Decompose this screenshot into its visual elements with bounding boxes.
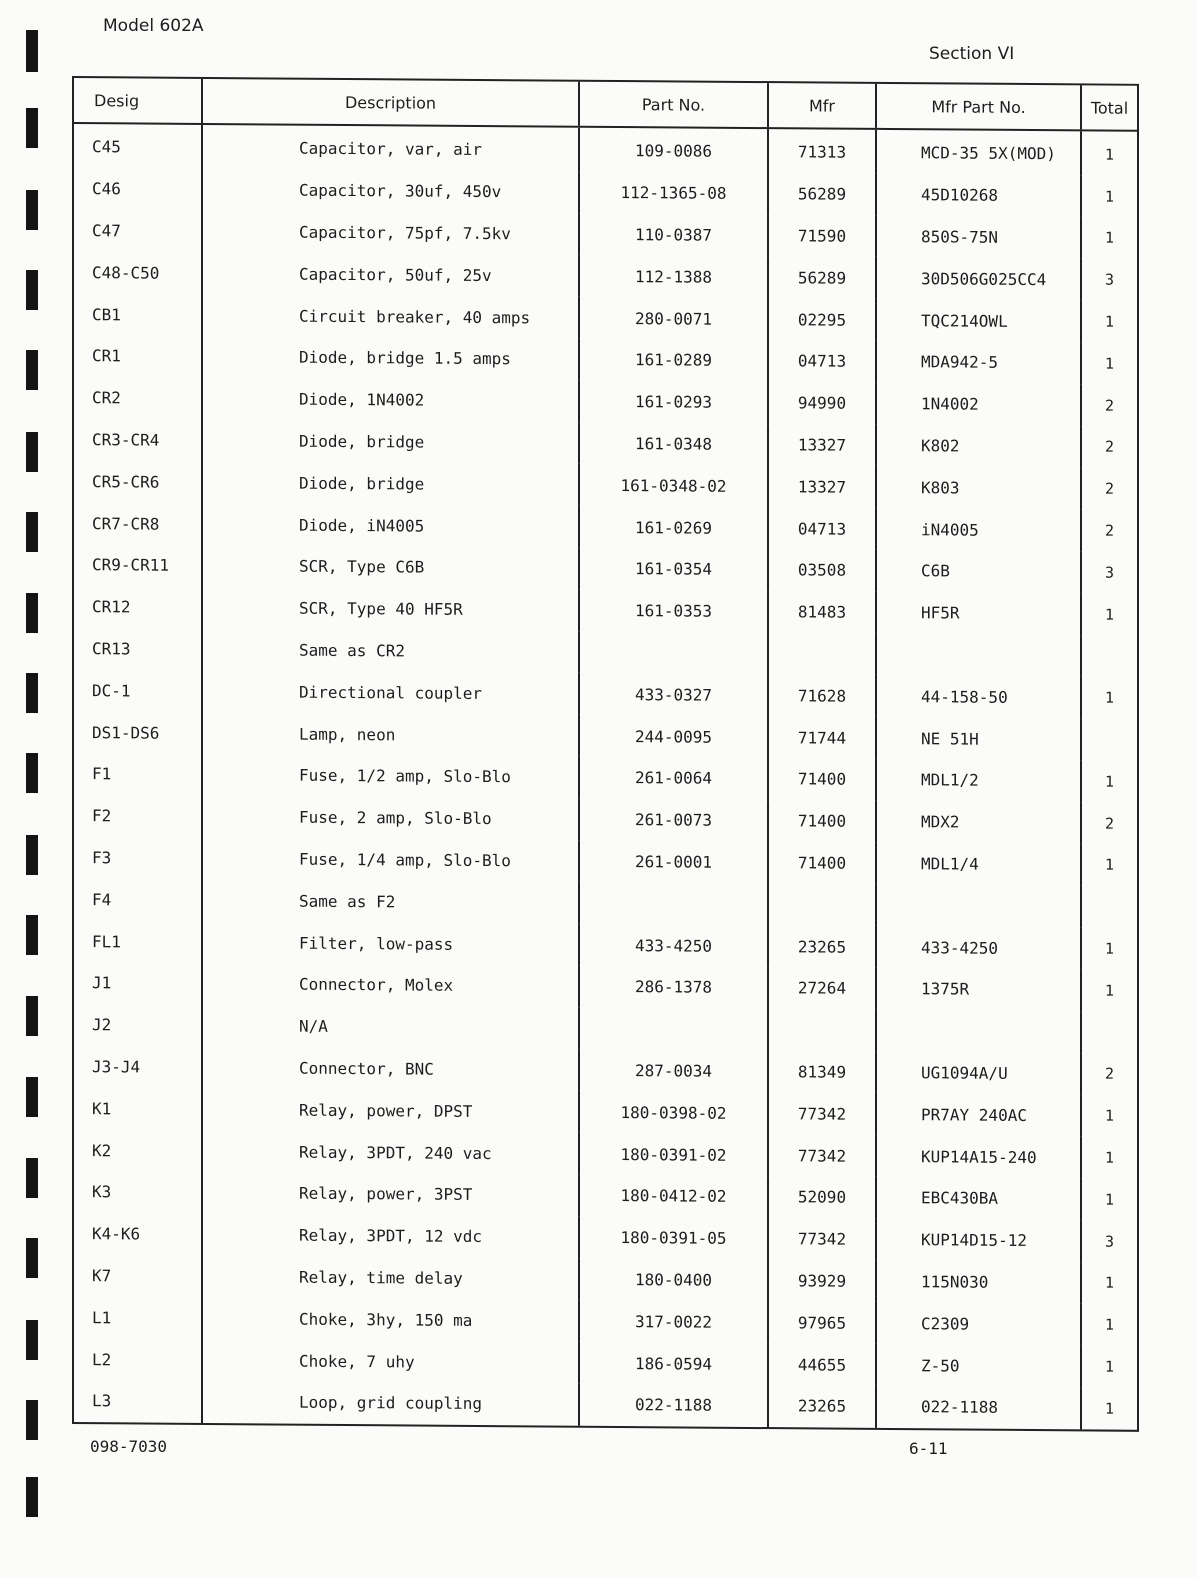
cell-description: Capacitor, 30uf, 450v [202, 169, 579, 214]
cell-mfr [768, 883, 876, 926]
binding-hole-mark [26, 190, 38, 230]
cell-total: 1 [1081, 217, 1137, 259]
cell-mfr-part-no: 433-4250 [876, 926, 1081, 969]
cell-total: 1 [1081, 928, 1137, 970]
cell-part-no: 261-0073 [579, 798, 768, 841]
cell-mfr: 13327 [768, 424, 876, 467]
cell-mfr-part-no: EBC430BA [876, 1177, 1081, 1220]
cell-total: 1 [1081, 301, 1137, 343]
cell-part-no: 433-4250 [579, 924, 768, 967]
cell-total: 2 [1081, 384, 1137, 426]
cell-mfr-part-no: MDL1/2 [876, 759, 1081, 802]
cell-description: Loop, grid coupling [202, 1381, 579, 1426]
cell-total: 2 [1081, 468, 1137, 510]
cell-description: Capacitor, 50uf, 25v [202, 252, 579, 297]
cell-description: Relay, 3PDT, 240 vac [202, 1130, 579, 1175]
cell-mfr: 04713 [768, 507, 876, 550]
cell-total: 1 [1081, 1178, 1137, 1220]
cell-desig: F4 [92, 889, 112, 910]
cell-part-no: 180-0400 [579, 1258, 768, 1301]
cell-mfr: 71744 [768, 716, 876, 759]
cell-desig: CR5-CR6 [92, 471, 160, 492]
col-header-total: Total [1081, 85, 1137, 130]
cell-description: Relay, power, DPST [202, 1088, 579, 1133]
binding-hole-mark [26, 593, 38, 633]
cell-description: Capacitor, 75pf, 7.5kv [202, 211, 579, 256]
cell-mfr: 94990 [768, 382, 876, 425]
document-number: 098-7030 [90, 1437, 168, 1456]
cell-total: 1 [1081, 1387, 1137, 1429]
cell-description: SCR, Type 40 HF5R [202, 587, 579, 632]
cell-total: 1 [1081, 677, 1137, 719]
cell-desig: L1 [92, 1307, 112, 1327]
cell-mfr [768, 1009, 876, 1052]
cell-total: 1 [1081, 342, 1137, 384]
binding-hole-mark [26, 432, 38, 472]
cell-description: Connector, Molex [202, 963, 579, 1008]
cell-desig: CR12 [92, 597, 131, 617]
cell-desig: CR1 [92, 346, 121, 366]
cell-part-no: 112-1388 [579, 255, 768, 298]
cell-part-no: 280-0071 [579, 297, 768, 340]
cell-mfr-part-no: 44-158-50 [876, 675, 1081, 718]
cell-desig: C45 [92, 137, 121, 157]
cell-mfr: 44655 [768, 1343, 876, 1386]
cell-description: Diode, 1N4002 [202, 378, 579, 423]
cell-part-no: 261-0001 [579, 840, 768, 883]
cell-mfr-part-no: 022-1188 [876, 1386, 1081, 1429]
cell-total: 1 [1081, 1262, 1137, 1304]
cell-part-no: 161-0348-02 [579, 464, 768, 507]
cell-mfr: 56289 [768, 256, 876, 299]
cell-total: 1 [1081, 760, 1137, 802]
cell-mfr: 71400 [768, 842, 876, 885]
binding-hole-mark [26, 915, 38, 955]
cell-description: N/A [202, 1005, 579, 1050]
parts-list-table [72, 76, 1139, 1432]
cell-mfr-part-no [876, 884, 1081, 927]
col-header-desig: Desig [74, 78, 202, 124]
cell-description: Diode, bridge [202, 461, 579, 506]
cell-description: Diode, bridge [202, 420, 579, 465]
cell-mfr-part-no: 1N4002 [876, 383, 1081, 426]
cell-total: 1 [1081, 1137, 1137, 1179]
binding-hole-mark [26, 996, 38, 1036]
cell-mfr-part-no: 1375R [876, 968, 1081, 1011]
binding-hole-mark [26, 673, 38, 713]
binding-hole-mark [26, 835, 38, 875]
cell-description: Fuse, 1/2 amp, Slo-Blo [202, 754, 579, 799]
cell-mfr-part-no [876, 1010, 1081, 1053]
cell-mfr-part-no: MDA942-5 [876, 341, 1081, 384]
cell-total: 3 [1081, 551, 1137, 593]
cell-description: Connector, BNC [202, 1046, 579, 1091]
cell-mfr: 23265 [768, 1385, 876, 1428]
cell-mfr-part-no: MDL1/4 [876, 842, 1081, 885]
cell-mfr-part-no: C2309 [876, 1302, 1081, 1345]
cell-part-no: 161-0269 [579, 506, 768, 549]
model-label: Model 602A [103, 16, 204, 36]
binding-hole-mark [26, 1077, 38, 1117]
cell-mfr-part-no: NE 51H [876, 717, 1081, 760]
cell-part-no: 287-0034 [579, 1049, 768, 1092]
binding-hole-mark [26, 1477, 38, 1517]
cell-mfr: 71400 [768, 758, 876, 801]
cell-desig: FL1 [92, 931, 121, 951]
binding-hole-mark [26, 512, 38, 552]
cell-description: Relay, 3PDT, 12 vdc [202, 1214, 579, 1259]
cell-part-no: 286-1378 [579, 966, 768, 1009]
binding-hole-mark [26, 30, 38, 72]
cell-total: 3 [1081, 259, 1137, 301]
cell-mfr-part-no: PR7AY 240AC [876, 1093, 1081, 1136]
cell-desig: C48-C50 [92, 262, 160, 283]
cell-mfr: 13327 [768, 465, 876, 508]
binding-hole-mark [26, 1400, 38, 1440]
cell-description: Circuit breaker, 40 amps [202, 294, 579, 339]
cell-part-no [579, 1007, 768, 1050]
cell-part-no: 180-0398-02 [579, 1091, 768, 1134]
cell-description: Relay, time delay [202, 1255, 579, 1300]
cell-description: Same as F2 [202, 879, 579, 924]
col-header-description: Description [202, 79, 579, 127]
cell-mfr: 04713 [768, 340, 876, 383]
cell-part-no: 161-0354 [579, 548, 768, 591]
page-number: 6-11 [909, 1439, 948, 1458]
cell-total: 2 [1081, 510, 1137, 552]
cell-desig: CB1 [92, 304, 121, 324]
cell-mfr: 71313 [768, 128, 876, 174]
cell-part-no: 161-0348 [579, 422, 768, 465]
cell-description: Directional coupler [202, 670, 579, 715]
cell-desig: DS1-DS6 [92, 722, 160, 743]
cell-desig: C46 [92, 179, 121, 199]
cell-part-no: 109-0086 [579, 127, 768, 173]
cell-mfr: 02295 [768, 298, 876, 341]
col-header-part-no: Part No. [579, 82, 768, 128]
cell-desig: DC-1 [92, 680, 131, 701]
cell-mfr-part-no: TQC214OWL [876, 299, 1081, 342]
cell-desig: J3-J4 [92, 1057, 141, 1077]
cell-mfr-part-no: MDX2 [876, 801, 1081, 844]
cell-description: Same as CR2 [202, 629, 579, 674]
col-header-mfr-part-no: Mfr Part No. [876, 84, 1081, 131]
cell-total: 2 [1081, 802, 1137, 844]
cell-total: 2 [1081, 426, 1137, 468]
binding-hole-mark [26, 1238, 38, 1278]
cell-mfr: 71628 [768, 674, 876, 717]
cell-desig: K4-K6 [92, 1224, 141, 1244]
cell-description: Choke, 3hy, 150 ma [202, 1297, 579, 1342]
cell-total: 1 [1081, 1346, 1137, 1388]
cell-desig: K1 [92, 1098, 112, 1119]
cell-mfr: 81349 [768, 1051, 876, 1094]
cell-part-no: 180-0391-05 [579, 1216, 768, 1259]
binding-hole-mark [26, 270, 38, 310]
section-label: Section VI [929, 44, 1015, 64]
cell-description: Fuse, 1/4 amp, Slo-Blo [202, 837, 579, 882]
cell-part-no [579, 631, 768, 674]
cell-total [1081, 886, 1137, 928]
table-header-row [74, 78, 1137, 131]
cell-desig: F1 [92, 764, 112, 784]
cell-mfr: 77342 [768, 1218, 876, 1261]
cell-mfr-part-no: HF5R [876, 592, 1081, 635]
cell-mfr: 56289 [768, 173, 876, 216]
cell-mfr: 71400 [768, 800, 876, 843]
binding-hole-mark [26, 350, 38, 390]
cell-mfr-part-no [876, 633, 1081, 676]
cell-mfr: 71590 [768, 215, 876, 258]
cell-desig: CR3-CR4 [92, 430, 160, 450]
cell-description: Relay, power, 3PST [202, 1172, 579, 1217]
cell-part-no: 433-0327 [579, 673, 768, 716]
cell-total: 1 [1081, 969, 1137, 1011]
cell-mfr: 23265 [768, 925, 876, 968]
cell-desig: K2 [92, 1140, 112, 1160]
cell-mfr-part-no: K803 [876, 466, 1081, 509]
cell-mfr-part-no: K802 [876, 424, 1081, 467]
cell-total: 1 [1081, 593, 1137, 635]
table-row [74, 123, 1137, 176]
cell-desig: CR7-CR8 [92, 513, 160, 534]
cell-part-no: 022-1188 [579, 1384, 768, 1427]
cell-total: 2 [1081, 1053, 1137, 1095]
cell-desig: CR9-CR11 [92, 555, 170, 576]
cell-part-no: 244-0095 [579, 715, 768, 758]
cell-part-no: 261-0064 [579, 757, 768, 800]
cell-desig: K3 [92, 1182, 112, 1202]
cell-desig: CR2 [92, 388, 121, 408]
cell-part-no: 317-0022 [579, 1300, 768, 1343]
cell-desig: J1 [92, 973, 112, 993]
cell-mfr: 03508 [768, 549, 876, 592]
cell-mfr: 77342 [768, 1134, 876, 1177]
cell-total: 1 [1081, 1304, 1137, 1346]
cell-mfr: 93929 [768, 1260, 876, 1303]
cell-mfr-part-no: 30D506G025CC4 [876, 257, 1081, 300]
cell-description: Capacitor, var, air [202, 124, 579, 172]
cell-mfr-part-no: MCD-35 5X(MOD) [876, 129, 1081, 175]
cell-description: SCR, Type C6B [202, 545, 579, 590]
binding-hole-mark [26, 1158, 38, 1198]
cell-desig: J2 [92, 1015, 112, 1035]
cell-mfr-part-no: 45D10268 [876, 174, 1081, 217]
cell-total: 3 [1081, 1220, 1137, 1262]
cell-mfr-part-no: UG1094A/U [876, 1051, 1081, 1094]
cell-mfr-part-no: KUP14A15-240 [876, 1135, 1081, 1178]
binding-hole-mark [26, 753, 38, 793]
cell-mfr: 81483 [768, 591, 876, 634]
cell-part-no: 112-1365-08 [579, 172, 768, 215]
cell-description: Fuse, 2 amp, Slo-Blo [202, 796, 579, 841]
cell-mfr: 27264 [768, 967, 876, 1010]
cell-part-no: 161-0289 [579, 339, 768, 382]
cell-mfr: 52090 [768, 1176, 876, 1219]
cell-total: 1 [1081, 130, 1137, 175]
table-row [74, 1380, 1137, 1430]
cell-part-no: 161-0353 [579, 589, 768, 632]
cell-mfr-part-no: Z-50 [876, 1344, 1081, 1387]
cell-desig: F2 [92, 806, 112, 826]
cell-total [1081, 719, 1137, 761]
cell-desig: CR13 [92, 639, 131, 659]
cell-description: Filter, low-pass [202, 921, 579, 966]
cell-part-no: 186-0594 [579, 1342, 768, 1385]
cell-description: Choke, 7 uhy [202, 1339, 579, 1384]
cell-desig: C47 [92, 221, 121, 241]
cell-total [1081, 635, 1137, 677]
cell-total [1081, 1011, 1137, 1053]
cell-desig: L2 [92, 1349, 112, 1369]
cell-mfr-part-no: C6B [876, 550, 1081, 593]
cell-mfr: 97965 [768, 1301, 876, 1344]
col-header-mfr: Mfr [768, 83, 876, 129]
cell-part-no: 180-0391-02 [579, 1133, 768, 1176]
cell-part-no: 161-0293 [579, 380, 768, 423]
binding-hole-mark [26, 108, 38, 148]
cell-desig: L3 [92, 1391, 112, 1411]
cell-description: Diode, bridge 1.5 amps [202, 336, 579, 381]
cell-part-no: 180-0412-02 [579, 1175, 768, 1218]
cell-mfr-part-no: KUP14D15-12 [876, 1219, 1081, 1262]
cell-part-no: 110-0387 [579, 213, 768, 256]
cell-desig: F3 [92, 848, 112, 868]
cell-mfr [768, 633, 876, 676]
cell-part-no [579, 882, 768, 925]
binding-hole-mark [26, 1320, 38, 1360]
cell-mfr-part-no: 850S-75N [876, 215, 1081, 258]
cell-total: 1 [1081, 844, 1137, 886]
cell-mfr: 77342 [768, 1092, 876, 1135]
cell-total: 1 [1081, 175, 1137, 217]
cell-description: Diode, iN4005 [202, 503, 579, 548]
cell-mfr-part-no: 115N030 [876, 1260, 1081, 1303]
cell-total: 1 [1081, 1095, 1137, 1137]
cell-desig: K7 [92, 1266, 112, 1286]
cell-mfr-part-no: iN4005 [876, 508, 1081, 551]
cell-description: Lamp, neon [202, 712, 579, 757]
